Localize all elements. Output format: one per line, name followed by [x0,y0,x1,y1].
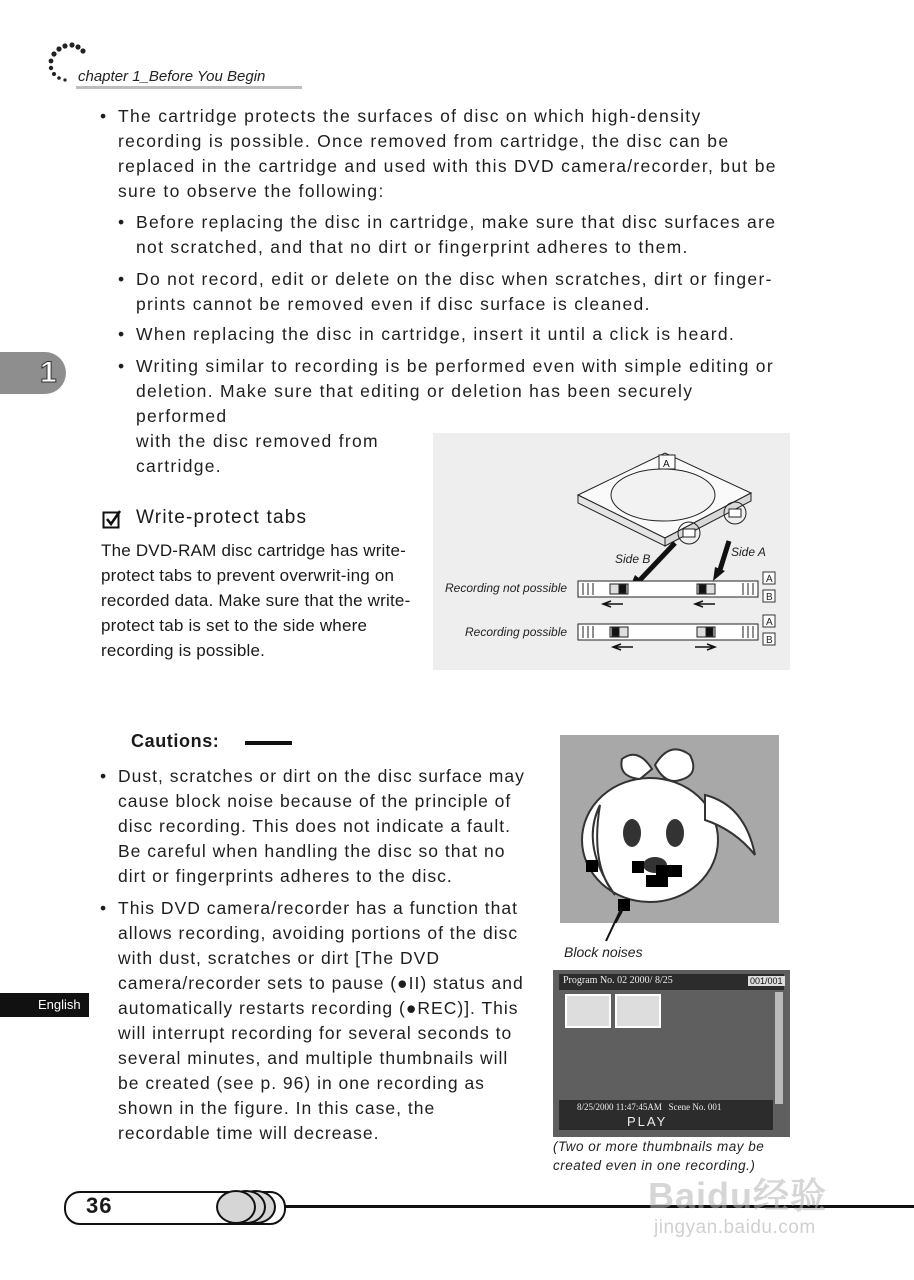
screen-mode: PLAY [627,1114,668,1129]
arrow-side-a [719,541,729,573]
cartridge-illustration [433,433,790,670]
bullet-dot: • [118,269,126,289]
footer-circle-1 [216,1190,256,1224]
screen-scrollbar [775,992,783,1104]
cautions-title: Cautions: [131,731,220,751]
svg-text:A: A [663,459,670,470]
baidu-watermark: Baidu经验 [648,1175,828,1216]
block-noise-caption: Block noises [564,944,643,960]
sub-bullet-text: Before replacing the disc in cartridge, make sure that disc surfaces are not scratched, and that no dirt or fingerprint adheres to them. [136,212,777,257]
screen-counter: 001/001 [750,976,783,986]
thumbnail-screen [553,970,790,1137]
bullet-dot: • [118,212,126,232]
svg-text:B: B [766,592,773,603]
recording-not-possible-label: Recording not possible [445,581,568,595]
dog-illustration [560,735,779,923]
page-number: 36 [86,1193,113,1218]
side-a-label: Side A [731,545,766,559]
language-tab: English [0,993,89,1017]
checkbox-checked-icon [102,509,122,529]
svg-text:A: A [766,574,773,585]
block-noise-pointer [600,905,630,945]
cartridge-figure [433,433,790,670]
caution-text: This DVD camera/recorder has a function that allows recording, avoiding portions of the disc with dust, scratches or dirt [The DVD camera/recorder sets to pause (●II) status and automatically restarts recording (●REC)]. This will interrupt recording for several seconds to several minutes, and multiple thumbnails will be created (see p. 96) in one recording as shown in the figure. In this case, the recordable time will decrease. [118,898,524,1143]
svg-text:B: B [766,635,773,646]
write-protect-body: The DVD-RAM disc cartridge has write-protect tabs to prevent overwrit-ing on recorded data. Make sure that the write-protect tab is set to the side where recording is possible. [101,541,411,660]
sub-bullet-2 [118,267,778,317]
cautions-rule [245,741,292,745]
sub-bullet-1 [118,210,778,260]
bullet-dot: • [118,356,126,376]
sub-bullet-text: Do not record, edit or delete on the disc when scratches, dirt or finger-prints cannot be removed even if disc surface is cleaned. [136,269,773,314]
screen-program-info: Program No. 02 2000/ 8/25 [563,975,673,986]
screen-scene-info: 8/25/2000 11:47:45AM Scene No. 001 [577,1102,722,1112]
write-protect-title: Write-protect tabs [136,507,308,528]
recording-possible-label: Recording possible [465,625,568,639]
bullet-dot: • [100,766,108,786]
cartridge-edge-not-possible [578,581,758,597]
intro-bullet [100,104,790,204]
bullet-dot: • [118,324,126,344]
intro-bullet-text: The cartridge protects the surfaces of disc on which high-density recording is possible. Once removed from cartridge, the disc can be replaced in the cartridge and used with this DVD camera/recorder, but be sure to observe the following: [118,106,777,201]
baidu-watermark-url: jingyan.baidu.com [654,1217,816,1238]
sub-bullet-text: When replacing the disc in cartridge, insert it until a click is heard. [136,324,736,344]
sub-bullet-text-line: with the disc removed from cartridge. [136,431,379,476]
chapter-header: chapter 1_Before You Begin [78,68,266,85]
block-noise-image [560,735,779,923]
cartridge-edge-possible [578,624,758,640]
bullet-dot: • [100,106,108,126]
sub-bullet-3 [118,322,778,347]
sub-bullet-text-line: Writing similar to recording is be performed even with simple editing or deletion. Make sure that editing or deletion has been securely performed [136,356,774,426]
side-b-label: Side B [615,552,651,566]
header-rule [76,86,302,89]
thumbnail-2 [615,994,661,1028]
caution-text: Dust, scratches or dirt on the disc surface may cause block noise because of the principle of disc recording. This does not indicate a fault. Be careful when handling the disc so that no dirt or fingerprints adheres to the disc. [118,766,525,886]
caution-bullet-1 [100,764,530,889]
caution-bullet-2 [100,896,530,1146]
chapter-tab-number: 1 [40,356,57,389]
bullet-dot: • [100,898,108,918]
thumbnail-1 [565,994,611,1028]
svg-text:A: A [766,617,773,628]
thumbnail-caption: (Two or more thumbnails may be created even in one recording.) [553,1139,765,1173]
